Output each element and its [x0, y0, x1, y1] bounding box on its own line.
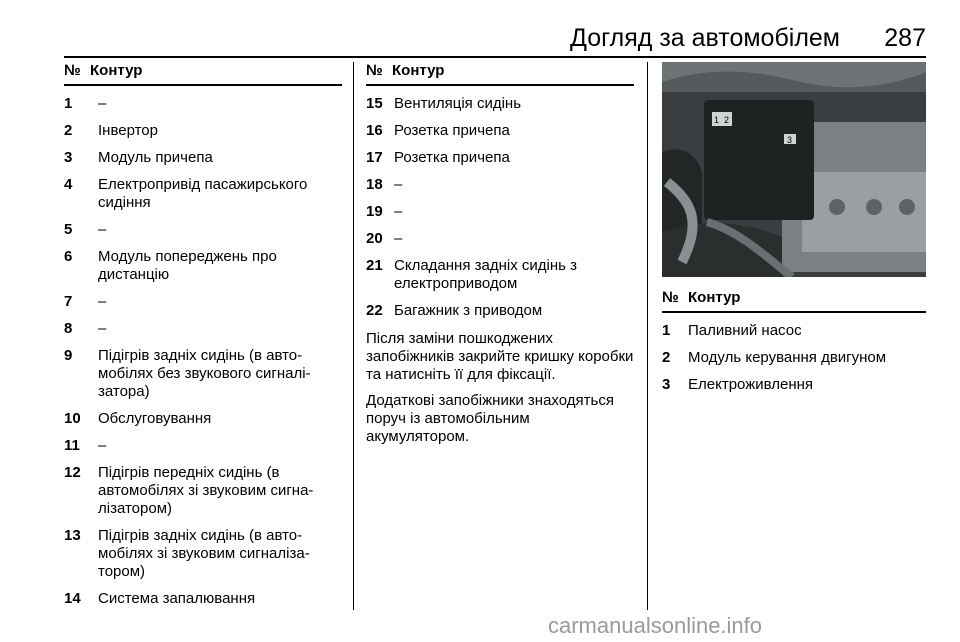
table-row: [64, 95, 342, 113]
row-text: –: [394, 230, 403, 247]
row-text: Модуль попереджень про дистанцію: [98, 248, 277, 283]
row-text: Модуль причепа: [98, 149, 213, 166]
table-row: [64, 176, 342, 212]
table-row: [366, 149, 634, 167]
row-number: 21: [366, 257, 383, 274]
page-header: [64, 20, 926, 58]
row-text: Вентиляція сидінь: [394, 95, 522, 112]
row-number: 2: [662, 349, 671, 366]
table-row: [366, 230, 634, 248]
row-number: 15: [366, 95, 383, 112]
column-divider: [647, 62, 648, 610]
row-number: 20: [366, 230, 383, 247]
row-text: Підігрів задніх сидінь (в авто-мобілях без звукового сигналі-затора): [98, 347, 311, 400]
table-row: [366, 203, 634, 221]
table-row: [366, 302, 634, 320]
row-text: Багажник з приводом: [394, 302, 543, 319]
table-row: [366, 176, 634, 194]
column-header-circuit: Контур: [688, 289, 741, 306]
table-row: [366, 122, 634, 140]
table-header: [662, 289, 926, 313]
row-text: Електроживлення: [688, 376, 814, 393]
column-header-number: №: [64, 62, 81, 79]
table-row: [64, 590, 342, 608]
row-text: –: [394, 203, 403, 220]
row-number: 13: [64, 527, 81, 544]
row-text: Система запалювання: [98, 590, 256, 607]
row-text: Складання задніх сидінь з електроприводом: [394, 257, 577, 292]
fuse-table-2: [366, 62, 634, 446]
row-number: 17: [366, 149, 383, 166]
table-row: [64, 221, 342, 239]
column-header-circuit: Контур: [90, 62, 143, 79]
fuse-photo-column: [662, 62, 926, 403]
table-row: [64, 293, 342, 311]
engine-bay-illustration: [662, 62, 926, 277]
page-title: Догляд за автомобілем: [569, 24, 840, 52]
table-row: [64, 464, 342, 518]
column-header-circuit: Контур: [392, 62, 445, 79]
row-text: Паливний насос: [688, 322, 802, 339]
row-number: 1: [64, 95, 73, 112]
page-number: 287: [884, 24, 926, 52]
row-text: –: [98, 320, 107, 337]
photo-label: 2: [724, 115, 730, 125]
photo-label: 1: [714, 115, 720, 125]
table-row: [64, 410, 342, 428]
table-row: [64, 248, 342, 284]
table-row: [662, 322, 926, 340]
table-row: [662, 349, 926, 367]
row-text: Інвертор: [98, 122, 158, 139]
table-header: [64, 62, 342, 86]
table-row: [64, 122, 342, 140]
row-text: –: [98, 293, 107, 310]
table-row: [64, 149, 342, 167]
row-number: 14: [64, 590, 81, 607]
row-number: 5: [64, 221, 73, 238]
paragraph: Після заміни пошкоджених запобіжників закрийте кришку коробки та натисніть її для фіксації.: [366, 330, 634, 383]
row-number: 9: [64, 347, 73, 364]
row-number: 6: [64, 248, 73, 265]
fuse-table-1: [64, 62, 342, 617]
row-number: 22: [366, 302, 383, 319]
paragraph: Додаткові запобіжники знаходяться поруч із автомобільним акумулятором.: [366, 392, 614, 445]
fuse-box-photo: [662, 62, 926, 277]
row-number: 3: [662, 376, 671, 393]
row-number: 7: [64, 293, 73, 310]
row-text: Електропривід пасажирського сидіння: [98, 176, 308, 211]
row-number: 1: [662, 322, 671, 339]
row-number: 4: [64, 176, 73, 193]
row-text: Розетка причепа: [394, 149, 510, 166]
column-header-number: №: [366, 62, 383, 79]
row-number: 12: [64, 464, 81, 481]
row-number: 10: [64, 410, 81, 427]
row-text: –: [394, 176, 403, 193]
table-row: [64, 347, 342, 401]
row-text: –: [98, 437, 107, 454]
row-number: 2: [64, 122, 73, 139]
row-number: 11: [64, 437, 80, 454]
table-row: [366, 257, 634, 293]
row-text: Підігрів задніх сидінь (в авто-мобілях зі звуковим сигналіза-тором): [98, 527, 310, 580]
watermark: carmanualsonline.info: [548, 613, 763, 638]
row-text: Підігрів передніх сидінь (в автомобілях зі звуковим сигна-лізатором): [98, 464, 314, 517]
photo-label: 3: [787, 135, 793, 145]
row-number: 18: [366, 176, 383, 193]
row-text: Розетка причепа: [394, 122, 510, 139]
table-row: [64, 437, 342, 455]
table-row: [64, 527, 342, 581]
row-number: 3: [64, 149, 73, 166]
row-text: –: [98, 221, 107, 238]
table-row: [366, 95, 634, 113]
table-row: [662, 376, 926, 394]
column-header-number: №: [662, 289, 679, 306]
row-text: Обслуговування: [98, 410, 212, 427]
column-divider: [353, 62, 354, 610]
row-number: 16: [366, 122, 383, 139]
table-header: [366, 62, 634, 86]
row-text: –: [98, 95, 107, 112]
row-number: 19: [366, 203, 383, 220]
table-row: [64, 320, 342, 338]
row-text: Модуль керування двигуном: [688, 349, 887, 366]
row-number: 8: [64, 320, 73, 337]
